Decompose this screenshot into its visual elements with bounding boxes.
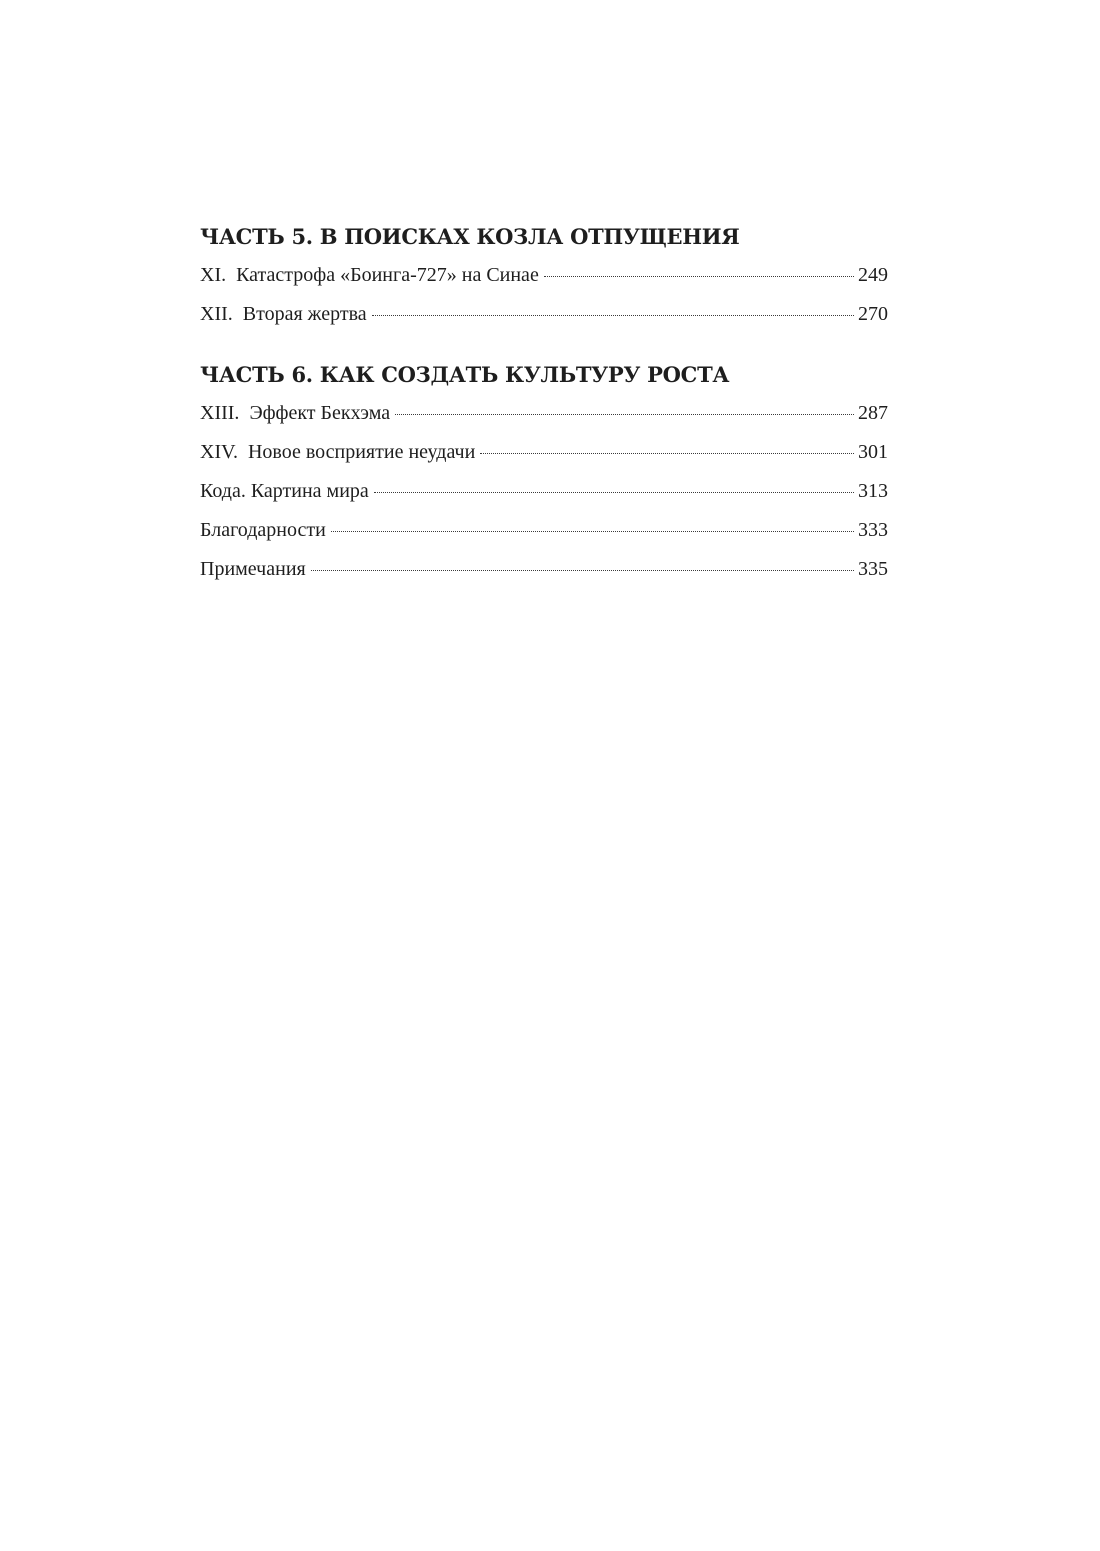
- dot-leader: [311, 570, 854, 571]
- chapter-title: Эффект Бекхэма: [249, 402, 391, 424]
- toc-entry-acknowledgements[interactable]: [200, 511, 888, 550]
- page-number: 287: [858, 402, 888, 424]
- chapter-title: Новое восприятие неудачи: [247, 441, 476, 463]
- toc-entry[interactable]: [200, 433, 888, 472]
- toc-entry-notes[interactable]: [200, 550, 888, 589]
- toc-entry[interactable]: [200, 295, 888, 334]
- part-heading: ЧАСТЬ 5. В ПОИСКАХ КОЗЛА ОТПУЩЕНИЯ: [200, 224, 740, 249]
- table-of-contents: [200, 222, 888, 589]
- dot-leader: [331, 531, 854, 532]
- dot-leader: [374, 492, 854, 493]
- toc-part-5: [200, 222, 888, 334]
- section-title: Благодарности: [200, 519, 326, 541]
- chapter-title: Катастрофа «Боинга-727» на Синае: [236, 264, 539, 286]
- page-number: 333: [858, 519, 888, 541]
- page-number: 313: [858, 480, 888, 502]
- dot-leader: [480, 453, 854, 454]
- section-title: Кода. Картина мира: [200, 480, 369, 502]
- toc-entry[interactable]: [200, 256, 888, 295]
- chapter-number: XIII.: [200, 402, 240, 424]
- dot-leader: [372, 315, 854, 316]
- toc-entry[interactable]: [200, 394, 888, 433]
- page-number: 301: [858, 441, 888, 463]
- dot-leader: [395, 414, 854, 415]
- chapter-number: XI.: [200, 264, 227, 286]
- section-title: Примечания: [200, 558, 306, 580]
- dot-leader: [544, 276, 854, 277]
- page-number: 270: [858, 303, 888, 325]
- toc-entry-coda[interactable]: [200, 472, 888, 511]
- page-number: 249: [858, 264, 888, 286]
- toc-part-6: [200, 360, 888, 589]
- chapter-title: Вторая жертва: [242, 303, 367, 325]
- chapter-number: XIV.: [200, 441, 238, 463]
- page-number: 335: [858, 558, 888, 580]
- chapter-number: XII.: [200, 303, 233, 325]
- part-heading: ЧАСТЬ 6. КАК СОЗДАТЬ КУЛЬТУРУ РОСТА: [200, 362, 730, 387]
